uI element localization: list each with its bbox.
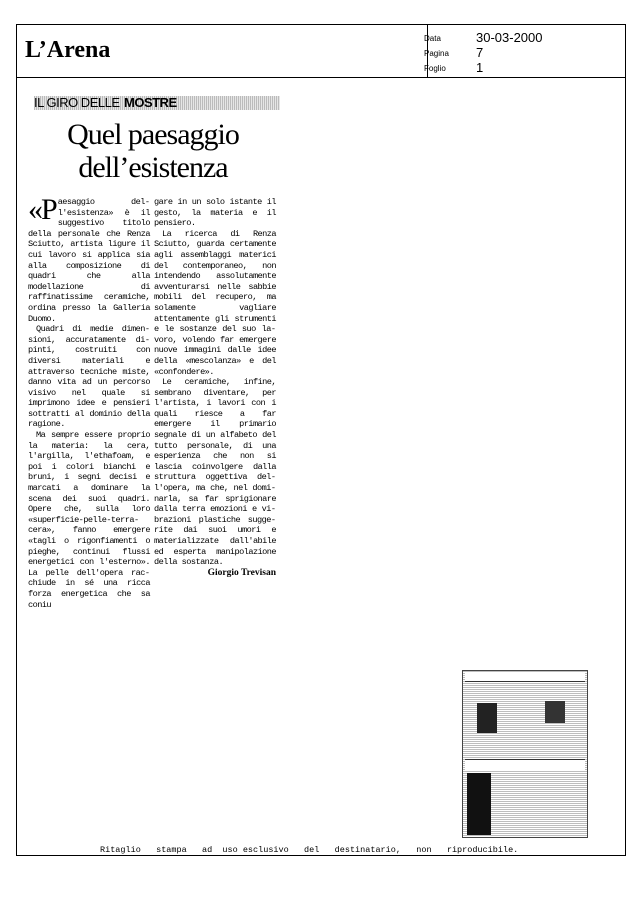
headline-line-2: dell’esistenza	[78, 151, 228, 184]
thumbnail-header	[465, 673, 585, 682]
paragraph	[28, 193, 150, 324]
paragraph-text: aesaggio dell'esistenza» è il suggestivo titolo della personale che Renza Sciutto, artista ligure il cui lavoro si applica sia alla composizione di quadri che alla modellazione di raffinatissime ceramiche, ordina presso la Galleria Duomo.	[28, 197, 150, 324]
page-thumbnail	[462, 670, 588, 838]
article-column-1	[28, 193, 150, 610]
section-kicker-bold: MOSTRE	[124, 95, 177, 110]
paragraph: La ricerca di Renza Sciutto, guarda certamente agli assemblaggi materici del contemporaneo, non intendendo assolutamente avventurarsi nelle sabbie mobili del recupero, ma solamente vagliare attentamente gli strumenti e le sostanze del suo lavoro, volendo far emergere nuove immagini dalle idee della «mescolanza» e del «confondere».	[154, 228, 276, 377]
article-column-2	[154, 197, 276, 578]
thumbnail-photo	[545, 701, 565, 723]
article-headline	[30, 118, 276, 184]
dropcap: «P	[28, 193, 56, 226]
paragraph: Le ceramiche, infine, sembrano diventare, per l'artista, i lavori con i quali riesce a far emergere il primario segnale di un alfabeto del tutto personale, di una esperienza che non si lascia coinvolgere dalla struttura oggettiva dell'opera, ma che, nel dominarla, sa far sprigionare dalla terra emozioni e vibrazioni plastiche suggerite dai suoi umori e materializzate dall'abile ed esperta manipolazione della sostanza.	[154, 377, 276, 568]
thumbnail-photo	[477, 703, 497, 733]
thumbnail-dark-block	[467, 773, 491, 835]
page-label: Pagina	[424, 49, 449, 58]
page-value: 7	[476, 45, 484, 60]
reproduction-notice: Ritaglio stampa ad uso esclusivo del destinatario, non riproducibile.	[100, 845, 519, 855]
newspaper-masthead: L’Arena	[25, 37, 111, 63]
paragraph: Ma sempre essere proprio la materia: la cera, l'argilla, l'ethafoam, e poi i colori bianchi e bruni, i segni decisi e marcati a dominare la scena dei suoi quadri. Opere che, sulla loro «superficie-pelle-terra-cera», fanno emergere «tagli o rigonfiamenti o pieghe, continui flussi energetici con l'esterno». La pelle dell'opera racchiude in sé una ricca forza energetica che sa coniu	[28, 430, 150, 610]
date-value: 30-03-2000	[476, 30, 543, 45]
paragraph: gare in un solo istante il gesto, la materia e il pensiero.	[154, 197, 276, 229]
paragraph: Quadri di medie dimensioni, accuratamente dipinti, costruiti con diversi materiali e attraverso tecniche miste, danno vita ad un percorso visivo nel quale si imprimono idee e pensieri sottratti al dominio della ragione.	[28, 324, 150, 430]
section-kicker: IL GIRO DELLE	[34, 95, 120, 110]
date-label: Data	[424, 34, 441, 43]
sheet-label: Foglio	[424, 64, 446, 73]
sheet-value: 1	[476, 60, 484, 75]
headline-line-1: Quel paesaggio	[67, 118, 239, 151]
author-signature: Giorgio Trevisan	[207, 567, 276, 578]
thumbnail-headline-band	[465, 759, 585, 770]
